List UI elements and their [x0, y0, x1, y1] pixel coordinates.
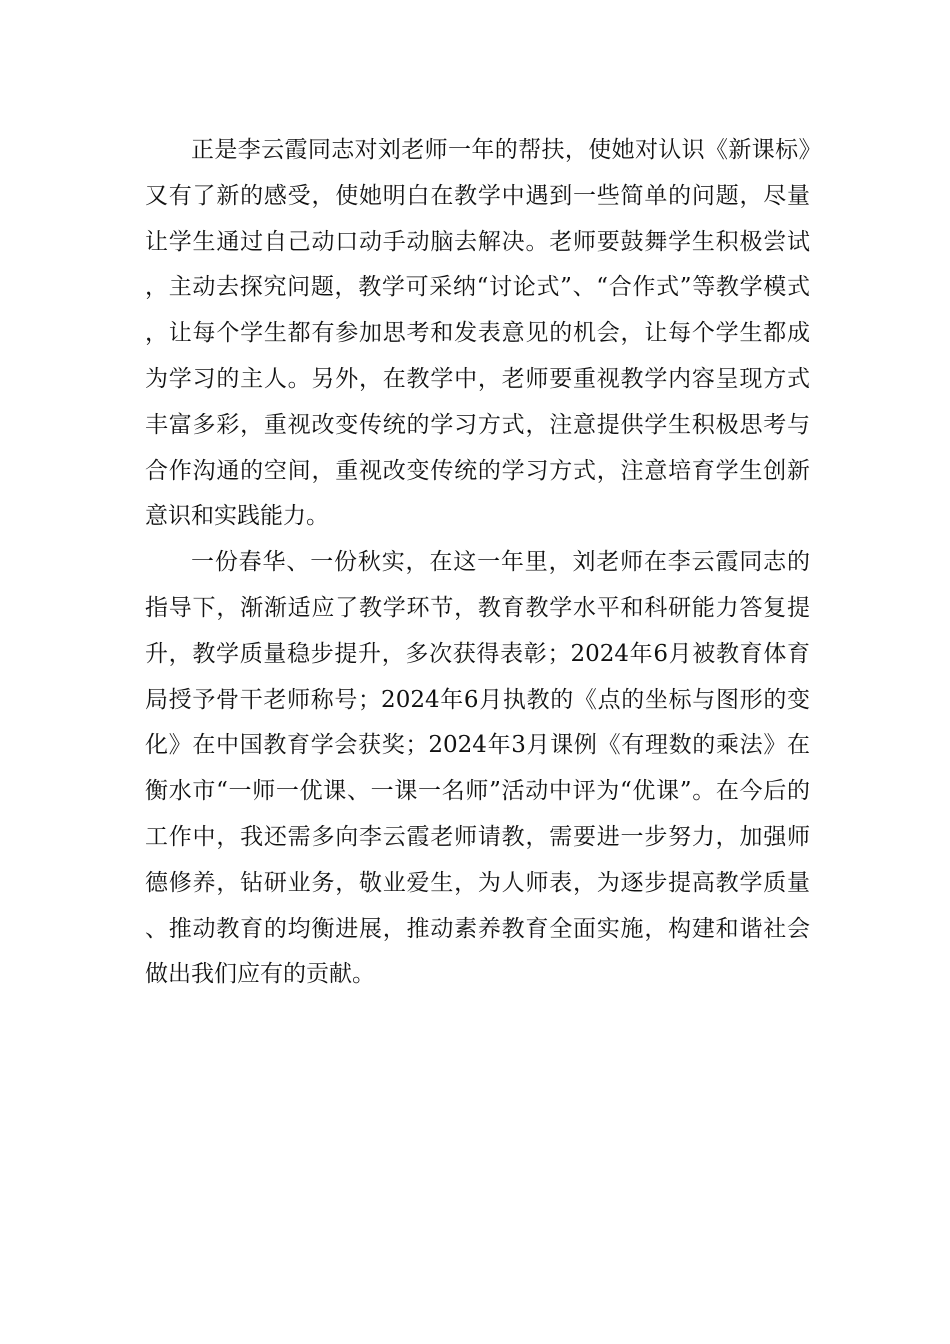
- paragraph-1: 正是李云霞同志对刘老师一年的帮扶，使她对认识《新课标》又有了新的感受，使她明白在教学中遇到一些简单的问题，尽量让学生通过自己动口动手动脑去解决。老师要鼓舞学生积极尝试，主动去探究问题，教学可采纳“讨论式”、“合作式”等教学模式，让每个学生都有参加思考和发表意见的机会，让每个学生都成为学习的主人。另外，在教学中，老师要重视教学内容呈现方式丰富多彩，重视改变传统的学习方式，注意提供学生积极思考与合作沟通的空间，重视改变传统的学习方式，注意培育学生创新意识和实践能力。: [145, 137, 810, 530]
- document-page: [145, 128, 810, 998]
- paragraph-2: 一份春华、一份秋实，在这一年里，刘老师在李云霞同志的指导下，渐渐适应了教学环节，教育教学水平和科研能力答复提升，教学质量稳步提升，多次获得表彰；2024年6月被教育体育局授予骨干老师称号；2024年6月执教的《点的坐标与图形的变化》在中国教育学会获奖；2024年3月课例《有理数的乘法》在衡水市“一师一优课、一课一名师”活动中评为“优课”。在今后的工作中，我还需多向李云霞老师请教，需要进一步努力，加强师德修养，钻研业务，敬业爱生，为人师表，为逐步提高教学质量、推动教育的均衡进展，推动素养教育全面实施，构建和谐社会做出我们应有的贡献。: [145, 549, 810, 988]
